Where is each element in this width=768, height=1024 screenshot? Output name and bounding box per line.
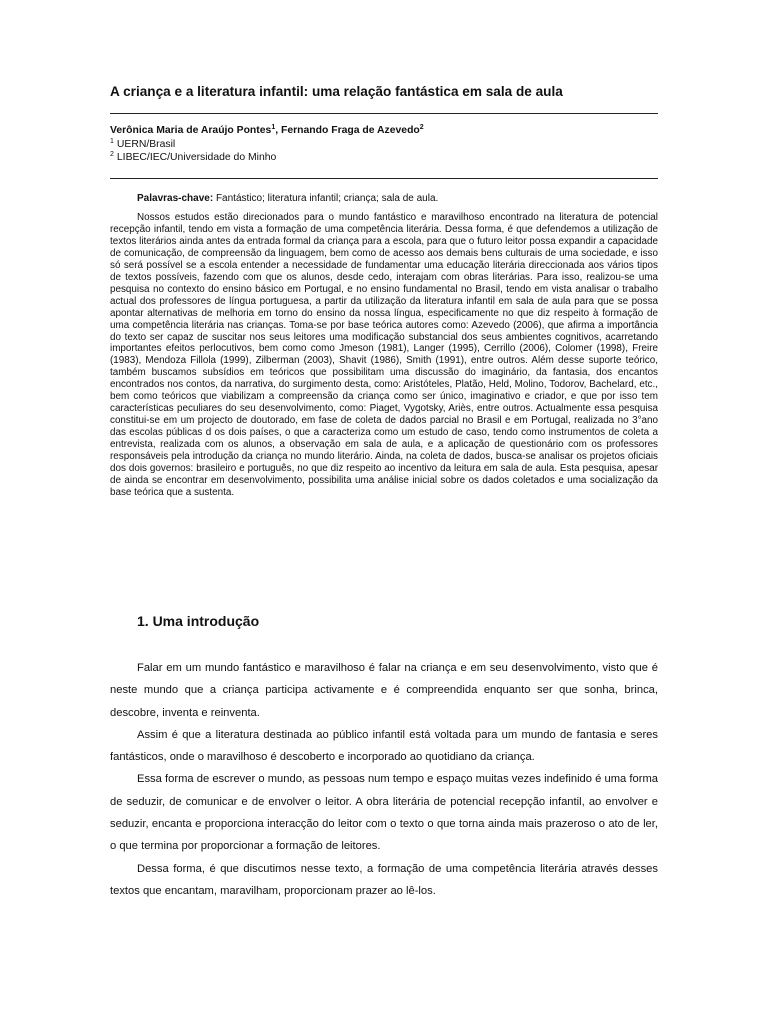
keywords-label: Palavras-chave: <box>137 193 214 204</box>
body-text <box>110 657 658 902</box>
affiliation <box>110 138 658 150</box>
keywords <box>137 193 438 204</box>
paragraph: Assim é que a literatura destinada ao público infantil está voltada para um mundo de fantasia e seres fantásticos, onde o maravilhoso é descoberto e incorporado ao quotidiano da criança. <box>110 728 658 764</box>
abstract: Nossos estudos estão direcionados para o mundo fantástico e maravilhoso encontrado na literatura de potencial recepção infantil, tendo em vista a formação de uma competência literária. Dessa forma, é que defendemos a utilização de textos literários ainda antes da entrada formal da criança para a escola, para que o futuro leitor possa expandir a capacidade de comunicação, de compreensão da linguagem, bem como de acesso aos demais bens culturais de uma sociedade, e isso só será possível se a escola entender a necessidade de fundamentar uma educação literária direccionada aos vários tipos de textos possíveis, fazendo com que os alunos, desde cedo, interajam com obras literárias. Para isso, realizou-se uma pesquisa no contexto do ensino básico em Portugal, e no ensino fundamental no Brasil, tendo em vista analisar o trabalho actual dos professores de língua portuguesa, a partir da utilização da literatura infantil em sala de aula para que se possa apontar alternativas de melhoria em torno do ensino da nossa língua, especificamente no que diz respeito à formação de uma competência literária nas crianças. Toma-se por base teórica autores como: Azevedo (2006), que afirma a importância do texto ser capaz de suscitar nos seus leitores uma modificação substancial dos seus ambientes cognitivos, acarretando importantes efeitos perlocutivos, bem como como Jmeson (1981), Langer (1995), Cerrillo (2006), Colomer (1998), Freire (1983), Mendoza Fillola (1999), Zilberman (2003), Shavit (1986), Smith (1991), entre outros. Além desse suporte teórico, também buscamos subsídios em teóricos que possibilitam uma discussão do imaginário, da fantasia, dos encantos encontrados nos contos, da narrativa, do surgimento desta, como: Aristóteles, Platão, Held, Molino, Todorov, Bachelard, etc., bem como teóricos que viabilizam a compreensão da criança como ser único, imaginativo e criador, e que por isso tem características peculiares do seu desenvolvimento, como: Piaget, Vygotsky, Ariès, entre outros. Actualmente essa pesquisa constitui-se em um projecto de doutorado, em fase de coleta de dados parcial no Brasil e em Portugal, realizada no 3°ano das escolas públicas d os dois países, o que a caracteriza como um estudo de caso, tendo como instrumentos de coleta a entrevista, realizada com os alunos, a observação em sala de aula, e a aplicação de questionário com os professores responsáveis pela introdução da criança no mundo literário. Ainda, na coleta de dados, busca-se analisar os projetos oficiais dos dois governos: brasileiro e português, no que diz respeito ao incentivo da leitura em sala de aula. Esta pesquisa, apesar de ainda se encontrar em desenvolvimento, possibilita uma análise inicial sobre os dados coletados e uma socialização da base teórica que a sustenta. <box>110 212 658 498</box>
author-line <box>110 124 658 136</box>
paragraph: Essa forma de escrever o mundo, as pessoas num tempo e espaço muitas vezes indefinido é uma forma de seduzir, de comunicar e de envolver o leitor. A obra literária de potencial recepção infantil, ao envolver e seduzir, encanta e proporciona interacção do leitor com o texto o que torna ainda mais prazeroso o ato de ler, o que termina por proporcionar a formação de leitores. <box>110 773 658 853</box>
author-name: Verônica Maria de Araújo Pontes <box>110 125 272 136</box>
paragraph: Dessa forma, é que discutimos nesse texto, a formação de uma competência literária através desses textos que encantam, maravilham, proporcionam prazer ao lê-los. <box>110 862 658 897</box>
author-superscript: 2 <box>419 124 424 131</box>
keywords-text: Fantástico; literatura infantil; criança; sala de aula. <box>215 193 439 204</box>
author-name: Fernando Fraga de Azevedo <box>281 125 420 136</box>
affiliation-superscript: 1 <box>110 138 114 145</box>
title-divider <box>110 113 658 114</box>
paper-title: A criança e a literatura infantil: uma relação fantástica em sala de aula <box>110 84 563 99</box>
author-separator: , <box>275 125 281 136</box>
affiliation-text: UERN/Brasil <box>116 139 176 150</box>
header-divider <box>110 178 658 179</box>
affiliation-text: LIBEC/IEC/Universidade do Minho <box>116 152 277 163</box>
section-heading: 1. Uma introdução <box>137 613 260 629</box>
affiliation-superscript: 2 <box>110 151 114 158</box>
paragraph: Falar em um mundo fantástico e maravilhoso é falar na criança e em seu desenvolvimento, visto que é neste mundo que a criança participa activamente e é compreendida enquanto ser que sonha, brinca, descobre, inventa e reinventa. <box>110 662 658 719</box>
affiliation <box>110 151 658 163</box>
author-superscript: 1 <box>271 124 276 131</box>
